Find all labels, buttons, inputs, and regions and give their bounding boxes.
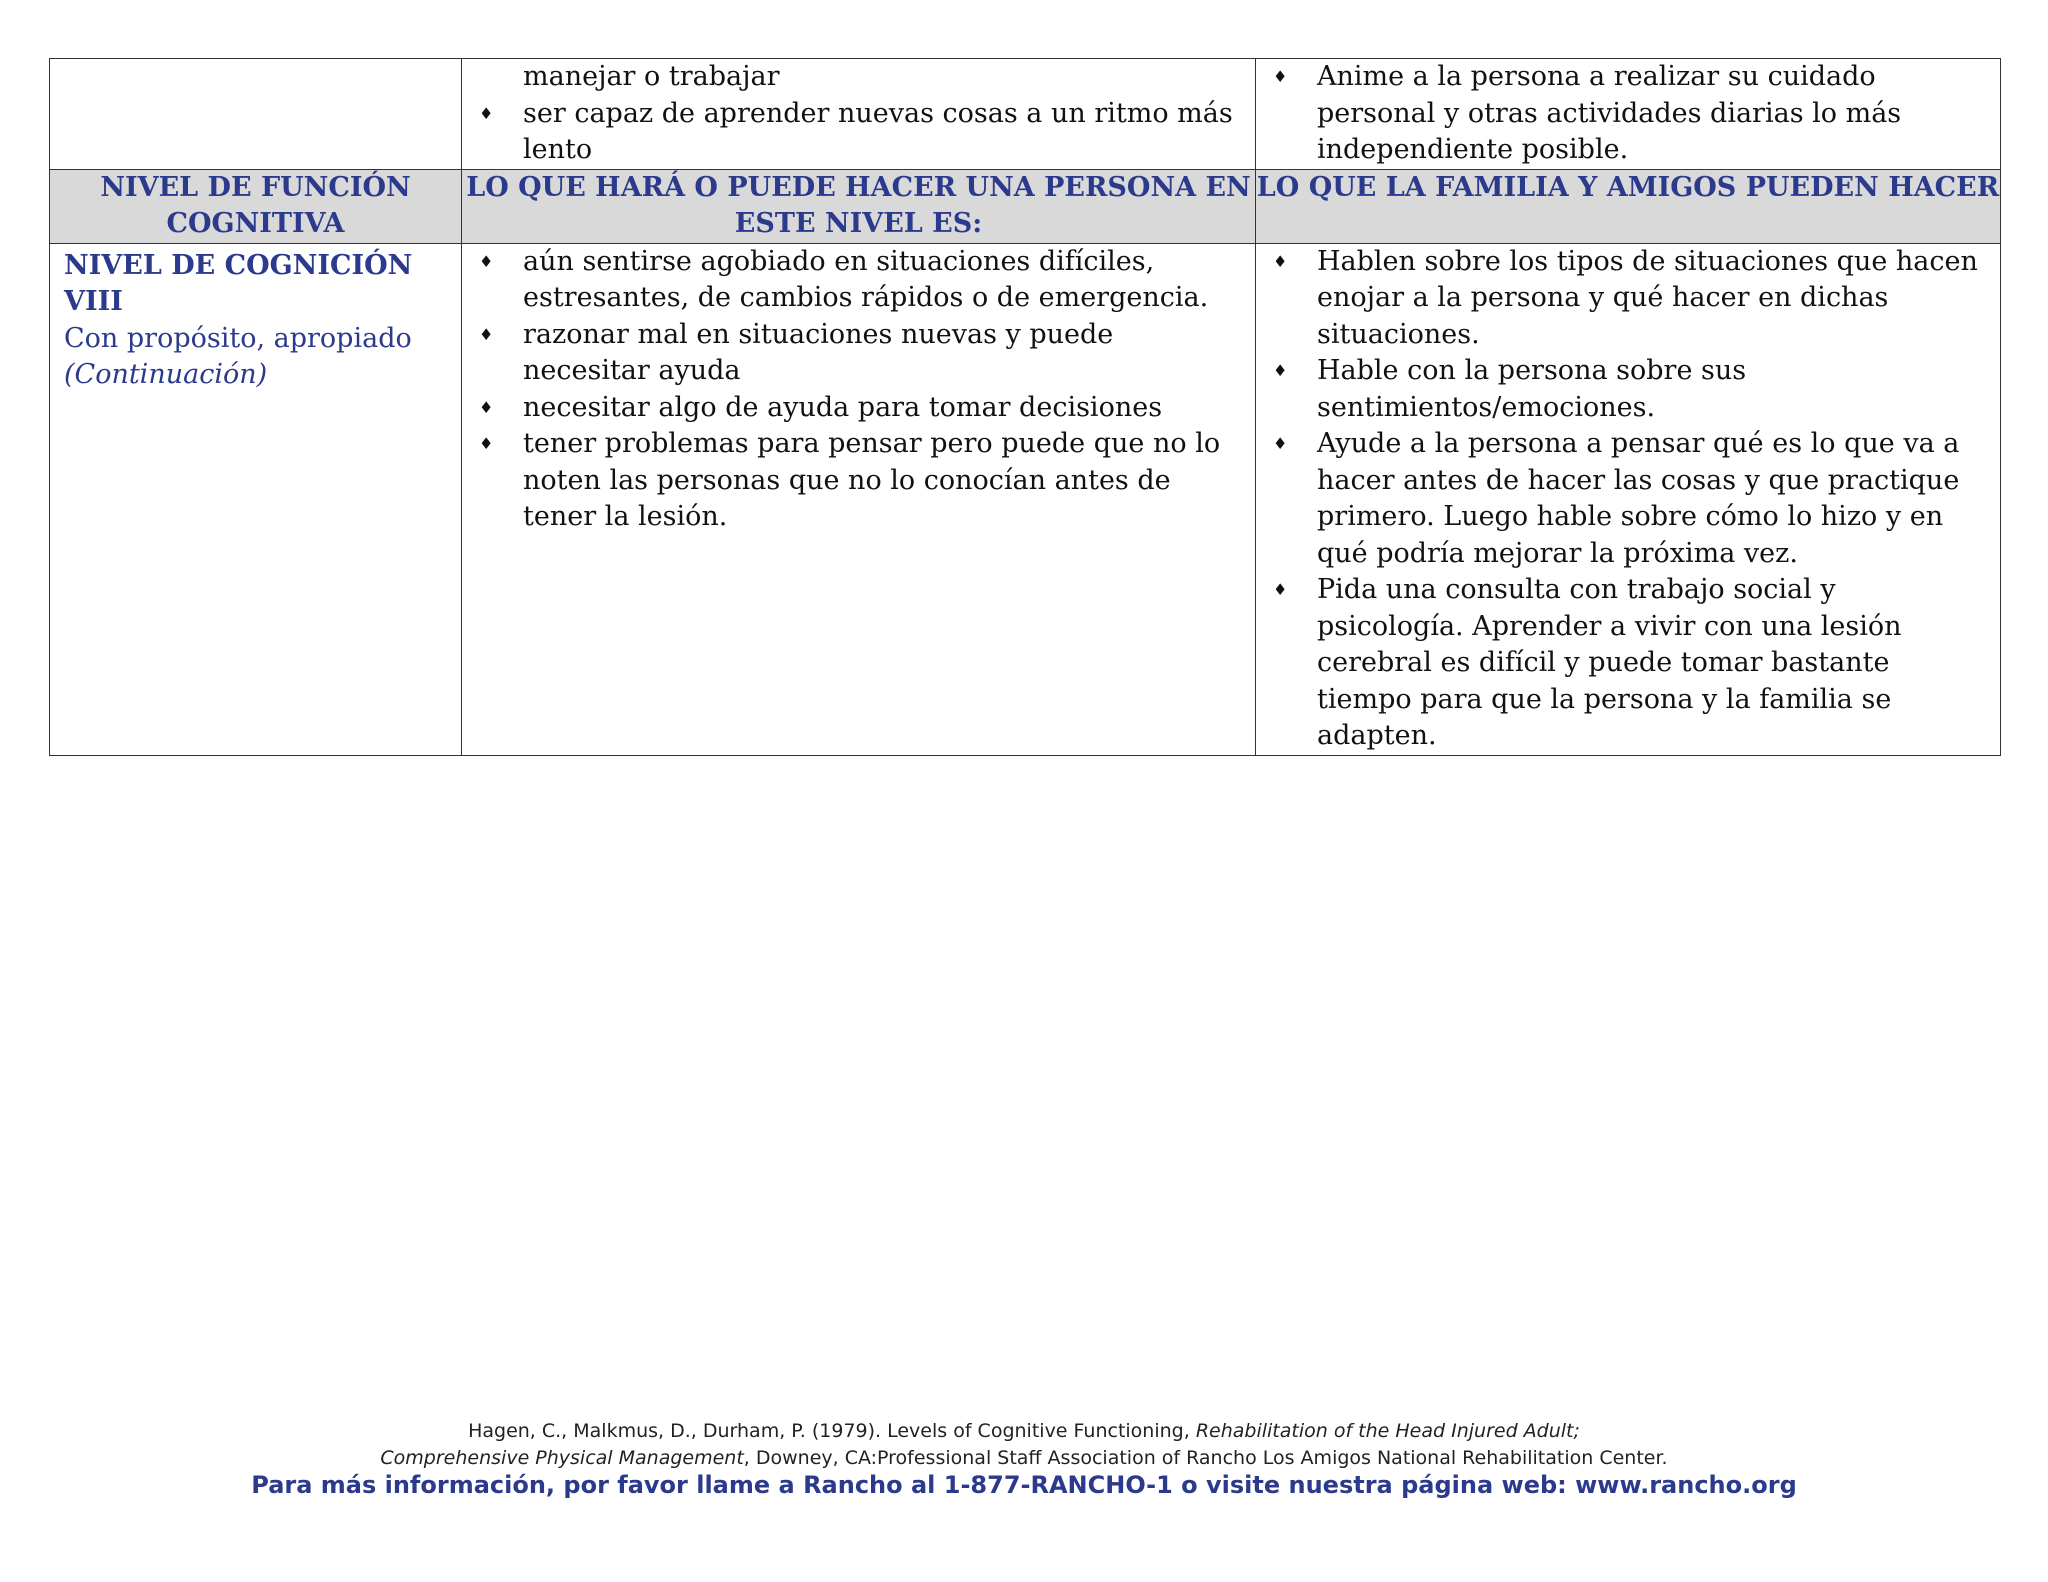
family-list-item: ♦ Ayude a la persona a pensar qué es lo que va a hacer antes de hacer las cosas y que practique primero. Luego hable sobre cómo lo hizo y en qué podría mejorar la próxima vez. (1256, 426, 2000, 572)
continuation-person-list (462, 59, 1255, 169)
family-list-item: ♦ Hable con la persona sobre sus sentimientos/emociones. (1256, 353, 2000, 426)
person-list-item: ♦ razonar mal en situaciones nuevas y puede necesitar ayuda (462, 317, 1255, 390)
level-note: (Continuación) (64, 359, 268, 390)
citation-line-1 (0, 1418, 2048, 1445)
person-list-item: ♦ necesitar algo de ayuda para tomar decisiones (462, 390, 1255, 427)
family-list-item: ♦ Pida una consulta con trabajo social y psicología. Aprender a vivir con una lesión cerebral es difícil y puede tomar bastante tiempo para que la persona y la familia se adapten. (1256, 572, 2000, 755)
person-cell (462, 243, 1256, 755)
continuation-row (50, 59, 2001, 170)
citation (0, 1418, 2048, 1472)
level-title: NIVEL DE COGNICIÓN VIII (64, 249, 413, 317)
family-list-item: ♦ Hablen sobre los tipos de situaciones que hacen enojar a la persona y qué hacer en dichas situaciones. (1256, 244, 2000, 354)
family-cell (1256, 243, 2001, 755)
citation-line-2 (0, 1445, 2048, 1472)
citation-book-subtitle: Comprehensive Physical Management (380, 1447, 744, 1469)
header-person: LO QUE HARÁ O PUEDE HACER UNA PERSONA EN ESTE NIVEL ES: (462, 169, 1256, 243)
header-family: LO QUE LA FAMILIA Y AMIGOS PUEDEN HACER (1256, 169, 2001, 243)
continuation-family-cell (1256, 59, 2001, 170)
family-list (1256, 244, 2000, 755)
citation-publisher: , Downey, CA:Professional Staff Association of Rancho Los Amigos National Rehabilitation Center. (743, 1447, 1668, 1469)
continuation-person-item: manejar o trabajar (523, 61, 780, 92)
continuation-family-item: ♦ Anime a la persona a realizar su cuidado personal y otras actividades diarias lo más independiente posible. (1256, 59, 2000, 169)
person-list (462, 244, 1255, 536)
citation-authors: Hagen, C., Malkmus, D., Durham, P. (1979). Levels of Cognitive Functioning, (468, 1420, 1196, 1442)
level-row (50, 243, 2001, 755)
continuation-person-cell (462, 59, 1256, 170)
citation-book-title: Rehabilitation of the Head Injured Adult; (1195, 1420, 1580, 1442)
cognitive-levels-table (49, 58, 2001, 756)
header-row (50, 169, 2001, 243)
person-list-item: ♦ tener problemas para pensar pero puede que no lo noten las personas que no lo conocían antes de tener la lesión. (462, 426, 1255, 536)
continuation-person-item: ♦ ser capaz de aprender nuevas cosas a un ritmo más lento (462, 96, 1255, 169)
person-list-item: ♦ aún sentirse agobiado en situaciones difíciles, estresantes, de cambios rápidos o de emergencia. (462, 244, 1255, 317)
level-cell (50, 243, 462, 755)
continuation-family-list (1256, 59, 2000, 169)
level-subtitle: Con propósito, apropiado (64, 322, 412, 354)
contact-line: Para más información, por favor llame a Rancho al 1-877-RANCHO-1 o visite nuestra página web: www.rancho.org (251, 1471, 1797, 1499)
continuation-level-cell (50, 59, 462, 170)
header-level: NIVEL DE FUNCIÓN COGNITIVA (50, 169, 462, 243)
